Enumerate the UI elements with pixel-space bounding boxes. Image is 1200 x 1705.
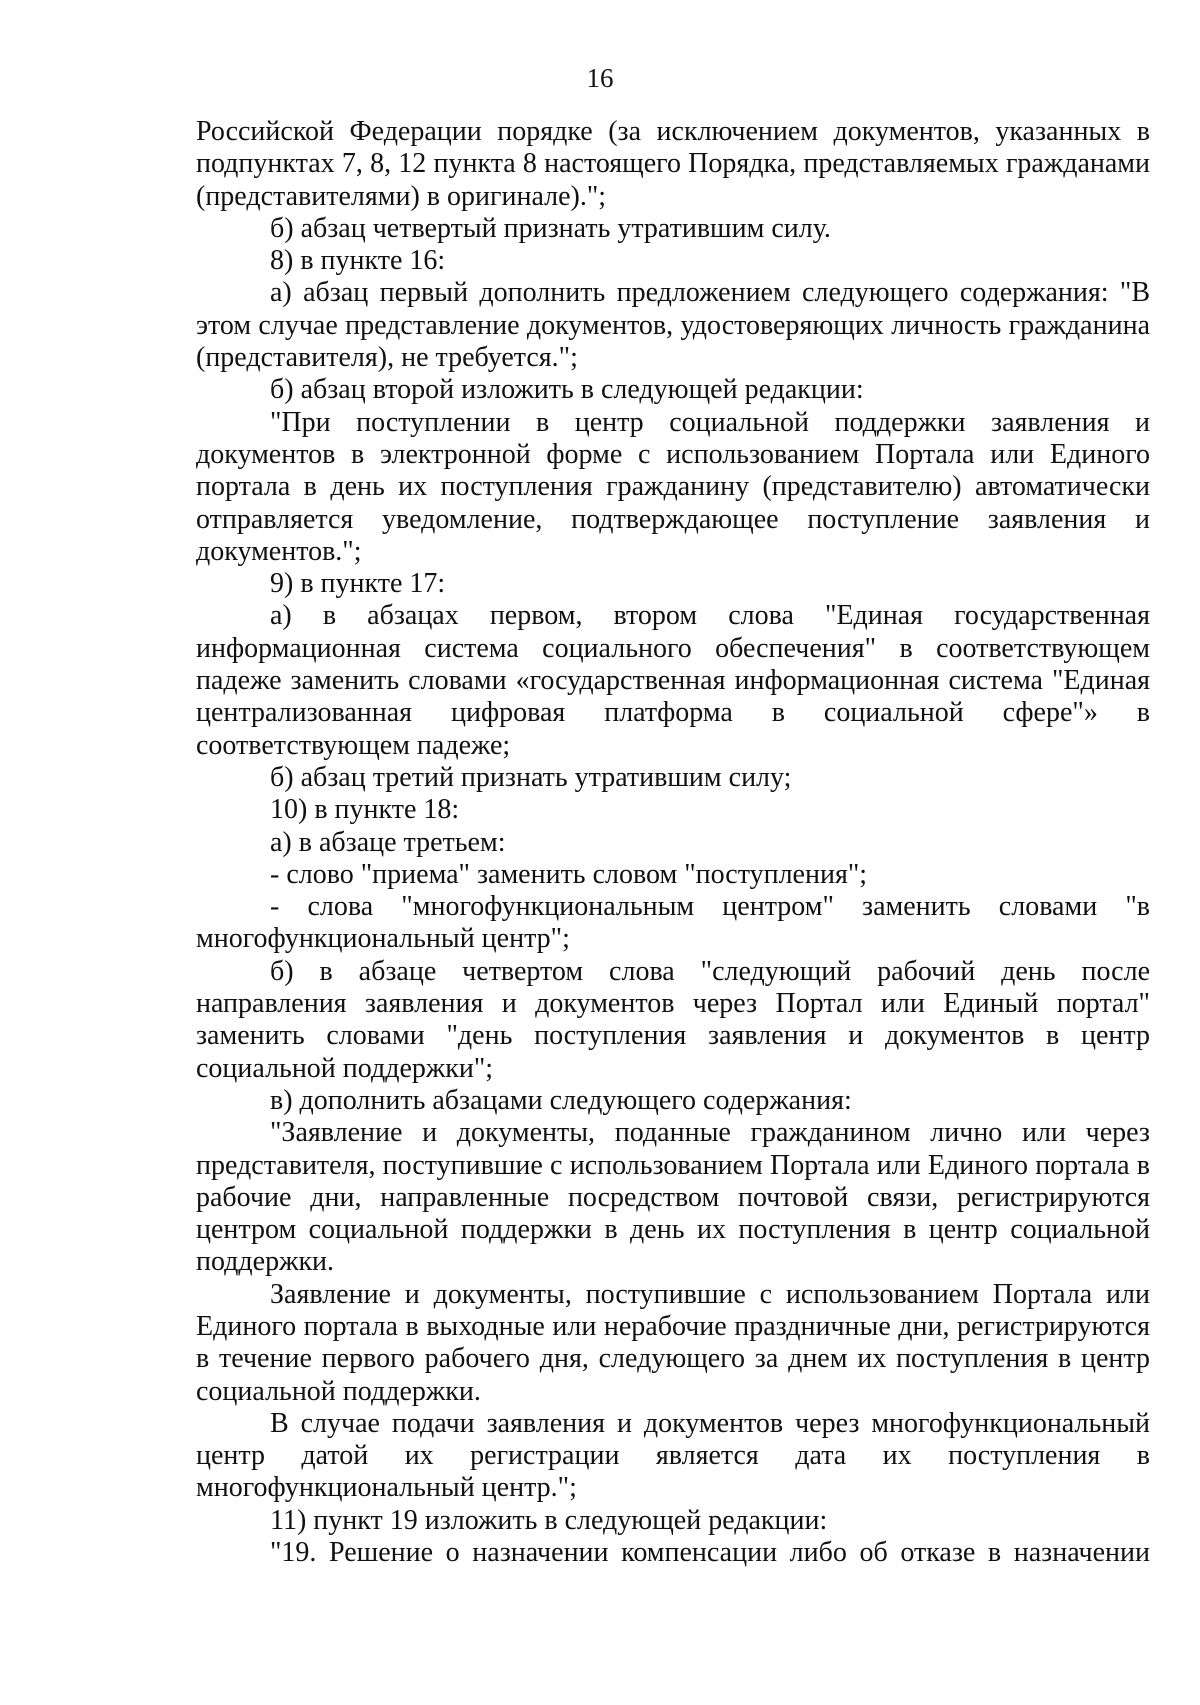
paragraph: - слово "приема" заменить словом "поступления"; bbox=[270, 858, 868, 890]
paragraph: а) абзац первый дополнить предложением следующего содержания: "В этом случае представление документов, удостоверяющих личность гражданина (представителя), не требуется."; bbox=[196, 277, 1150, 374]
paragraph: - слова "многофункциональным центром" заменить словами "в многофункциональный центр"; bbox=[196, 891, 1150, 955]
paragraph: 11) пункт 19 изложить в следующей редакции: bbox=[270, 1504, 828, 1536]
paragraph: Российской Федерации порядке (за исключением документов, указанных в подпунктах 7, 8, 12 пункта 8 настоящего Порядка, представляемых гражданами (представителями) в оригинале)."; bbox=[196, 116, 1150, 212]
paragraph: б) абзац третий признать утратившим силу; bbox=[270, 761, 792, 793]
paragraph: "19. Решение о назначении компенсации либо об отказе в назначении bbox=[270, 1537, 1150, 1569]
document-body bbox=[196, 116, 1150, 1569]
paragraph: "Заявление и документы, поданные гражданином лично или через представителя, поступившие с использованием Портала или Единого портала в рабочие дни, направленные посредством почтовой связи, регистрируются центром социальной поддержки в день их поступления в центр социальной поддержки. bbox=[196, 1117, 1150, 1278]
paragraph: а) в абзацах первом, втором слова "Единая государственная информационная система социального обеспечения" в соответствующем падеже заменить словами «государственная информационная система "Единая централизованная цифровая платформа в социальной сфере"» в соответствующем падеже; bbox=[196, 600, 1150, 761]
paragraph: б) в абзаце четвертом слова "следующий рабочий день после направления заявления и документов через Портал или Единый портал" заменить словами "день поступления заявления и документов в центр социальной поддержки"; bbox=[196, 955, 1150, 1084]
paragraph: 9) в пункте 17: bbox=[270, 568, 446, 600]
paragraph: "При поступлении в центр социальной поддержки заявления и документов в электронной форме с использованием Портала или Единого портала в день их поступления гражданину (представителю) автоматически отправляется уведомление, подтверждающее поступление заявления и документов."; bbox=[196, 406, 1150, 567]
page-number: 16 bbox=[586, 63, 614, 93]
paragraph: Заявление и документы, поступившие с использованием Портала или Единого портала в выходные или нерабочие праздничные дни, регистрируются в течение первого рабочего дня, следующего за днем их поступления в центр социальной поддержки. bbox=[196, 1278, 1150, 1407]
paragraph: б) абзац четвертый признать утратившим силу. bbox=[270, 212, 831, 244]
paragraph: а) в абзаце третьем: bbox=[270, 826, 506, 858]
paragraph: 8) в пункте 16: bbox=[270, 245, 446, 277]
paragraph: 10) в пункте 18: bbox=[270, 794, 460, 826]
paragraph: В случае подачи заявления и документов через многофункциональный центр датой их регистрации является дата их поступления в многофункциональный центр."; bbox=[196, 1407, 1150, 1504]
paragraph: б) абзац второй изложить в следующей редакции: bbox=[270, 374, 864, 406]
paragraph: в) дополнить абзацами следующего содержания: bbox=[270, 1084, 852, 1116]
